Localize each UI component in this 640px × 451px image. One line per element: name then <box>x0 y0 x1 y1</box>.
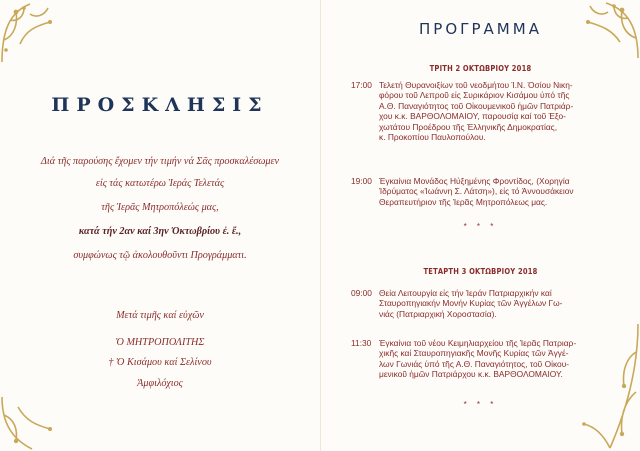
day-heading: ΤΡΙΤΗ 2 ΟΚΤΩΒΡΙΟΥ 2018 <box>429 64 532 73</box>
signature-see: † Ὁ Κισάμου καί Σελίνου <box>108 357 212 368</box>
event-text-line: Θεία Λειτουργία εἰς τήν Ἱεράν Πατριαρχικήν καί <box>379 288 552 298</box>
invitation-line: Διά τῆς παρούσης ἔχομεν τήν τιμήν νά Σᾶς προσκαλέσωμεν <box>40 156 280 167</box>
section-separator: * * * <box>463 222 498 231</box>
event-time: 19:00 <box>351 176 372 186</box>
invitation-title: ΠΡΟΣΚΛΗΣΙΣ <box>51 94 269 116</box>
invitation-line: τῆς Ἱερᾶς Μητροπόλεώς μας, <box>101 202 219 213</box>
event-text-line: κ. Προκοπίου Παυλοπούλου. <box>379 132 486 143</box>
event-text-line: χωτάτου Προέδρου τῆς Ἑλληνικῆς Δημοκρατίας, <box>379 121 558 132</box>
event-text-line: χου κ.κ. ΒΑΡΘΟΛΟΜΑΙΟΥ, παρουσίᾳ καί τοῦ Ἐξο- <box>379 111 566 122</box>
invitation-line: συμφώνως τῷ ἀκολουθοῦντι Προγράμματι. <box>73 250 247 261</box>
event-time: 17:00 <box>351 80 372 90</box>
event-text-line: Ἱδρύματος «Ἰωάννη Σ. Λάτση»), εἰς τό Ἀννουσάκειον <box>379 186 574 197</box>
event-text-line: χικῆς καί Σταυροπηγιακῆς Μονῆς Κυρίας τῶν Ἀγγέ- <box>379 348 569 359</box>
event-text-line: Α.Θ. Παναγιότητος τοῦ Οἰκουμενικοῦ ἡμῶν Πατριάρ- <box>379 100 574 111</box>
event-description <box>379 80 631 142</box>
event-text-line: φόρου τοῦ Λεπροῦ εἰς Συρικάριον Κισάμου ὑπό τῆς <box>379 90 570 101</box>
event-text-line: μενικοῦ ἡμῶν Πατριάρχου κ.κ. ΒΑΡΘΟΛΟΜΑΙΟΥ. <box>379 369 563 380</box>
regards-line: Μετά τιμῆς καί εὐχῶν <box>116 310 204 321</box>
program-page <box>321 0 640 451</box>
event-text-line: λων Γωνιάς ὑπό τῆς Α.Θ. Παναγιότητος, τοῦ Οἰκου- <box>379 358 570 369</box>
signature-title: Ὁ ΜΗΤΡΟΠΟΛΙΤΗΣ <box>115 337 205 348</box>
invitation-line: εἰς τάς κατωτέρω Ἱεράς Τελετάς <box>95 178 225 189</box>
event-text-line: Ἐγκαίνια Μονάδος Ηὐξημένης Φροντίδος, (Χορηγία <box>379 176 570 186</box>
event-text-line: νιάς (Πατριαρχική Χοροστασία). <box>379 308 497 319</box>
event-text-line: Ἐγκαίνια τοῦ νέου Κειμηλιαρχείου τῆς Ἱερᾶς Πατριαρ- <box>379 338 577 348</box>
section-separator: * * * <box>463 400 498 409</box>
event-time: 11:30 <box>351 338 372 348</box>
event-text-line: Τελετή Θυρανοιξίων τοῦ νεοδμήτου Ἱ.Ν. Ὁσίου Νικη- <box>379 80 573 90</box>
event-time: 09:00 <box>351 288 372 298</box>
event-text-line: Θεραπευτήριον τῆς Ἱερᾶς Μητροπόλεως μας. <box>379 196 548 207</box>
day-heading: ΤΕΤΑΡΤΗ 3 ΟΚΤΩΒΡΙΟΥ 2018 <box>423 267 538 276</box>
program-title: ΠΡΟΓΡΑΜΜΑ <box>419 20 542 38</box>
event-description <box>379 338 631 380</box>
invitation-dates-line: κατά τήν 2αν καί 3ην Ὀκτωβρίου ἐ. ἔ., <box>78 226 242 237</box>
signature-name: Ἀμφιλόχιος <box>137 378 183 389</box>
event-text-line: Σταυροπηγιακήν Μονήν Κυρίας τῶν Ἀγγέλων Γω- <box>379 298 563 309</box>
event-description <box>379 176 631 207</box>
event-description <box>379 288 631 319</box>
